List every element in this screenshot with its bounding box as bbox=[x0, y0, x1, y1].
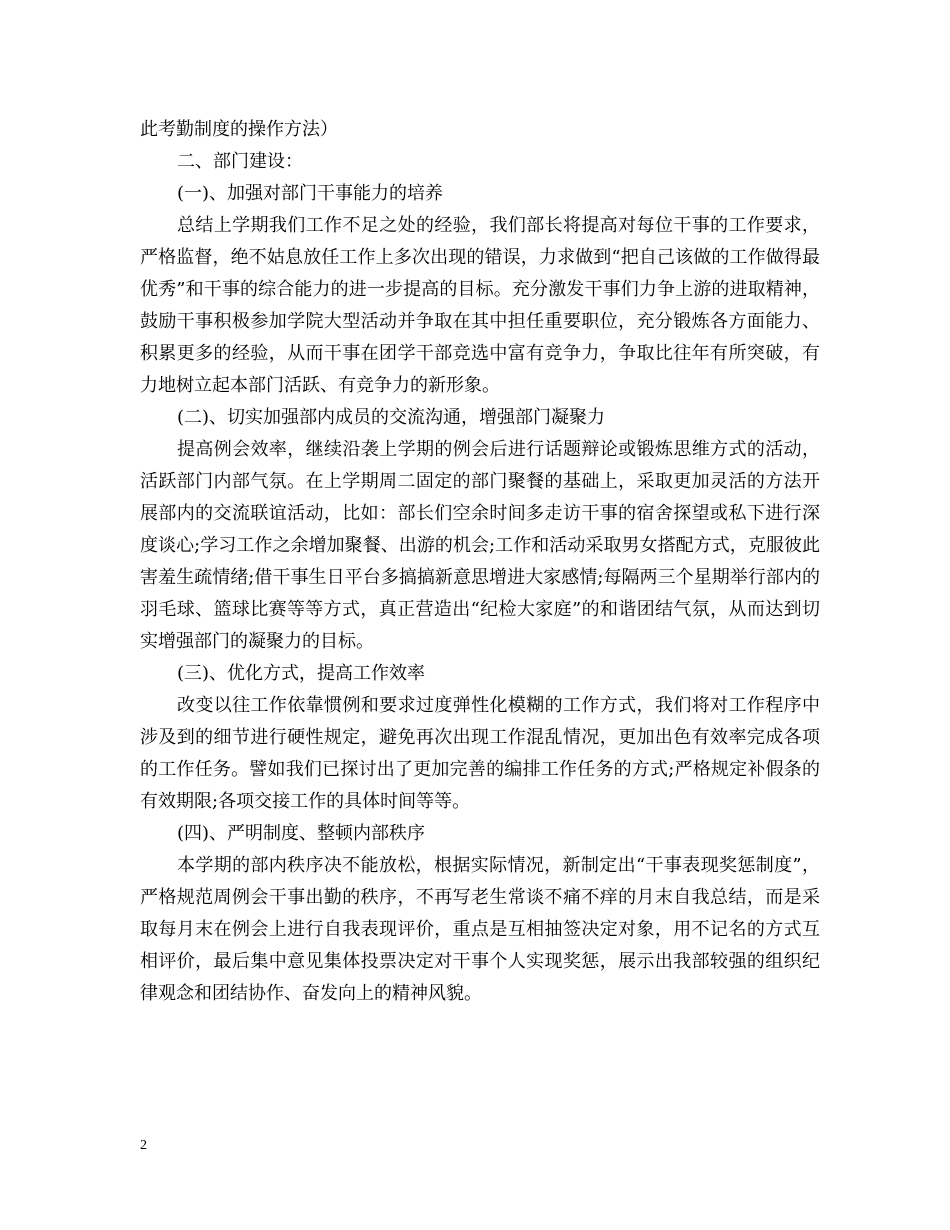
paragraph-3: 改变以往工作依靠惯例和要求过度弹性化模糊的工作方式，我们将对工作程序中涉及到的细节进行硬性规定，避免再次出现工作混乱情况，更加出色有效率完成各项的工作任务。譬如我们已探讨出了更加完善的编排工作任务的方式;严格规定补假条的有效期限;各项交接工作的具体时间等等。 bbox=[140, 695, 820, 812]
subheading-1: (一)、加强对部门干事能力的培养 bbox=[177, 183, 444, 204]
subheading-2: (二)、切实加强部内成员的交流沟通，增强部门凝聚力 bbox=[177, 407, 606, 428]
section-heading-department-building: 二、部门建设： bbox=[177, 151, 303, 172]
subheading-3: (三)、优化方式，提高工作效率 bbox=[177, 663, 426, 684]
page-number: 2 bbox=[140, 1138, 147, 1153]
paragraph-2: 提高例会效率，继续沿袭上学期的例会后进行话题辩论或锻炼思维方式的活动，活跃部门内部气氛。在上学期周二固定的部门聚餐的基础上，采取更加灵活的方法开展部内的交流联谊活动，比如：部长们空余时间多走访干事的宿舍探望或私下进行深度谈心;学习工作之余增加聚餐、出游的机会;工作和活动采取男女搭配方式，克服彼此害羞生疏情绪;借干事生日平台多搞搞新意思增进大家感情;每隔两三个星期举行部内的羽毛球、篮球比赛等等方式，真正营造出“纪检大家庭”的和谐团结气氛，从而达到切实增强部门的凝聚力的目标。 bbox=[140, 439, 820, 652]
paragraph-4: 本学期的部内秩序决不能放松，根据实际情况，新制定出“干事表现奖惩制度”，严格规范周例会干事出勤的秩序，不再写老生常谈不痛不痒的月末自我总结，而是采取每月末在例会上进行自我表现评价，重点是互相抽签决定对象，用不记名的方式互相评价，最后集中意见集体投票决定对干事个人实现奖惩，展示出我部较强的组织纪律观念和团结协作、奋发向上的精神风貌。 bbox=[140, 855, 820, 1004]
paragraph-1: 总结上学期我们工作不足之处的经验，我们部长将提高对每位干事的工作要求，严格监督，绝不姑息放任工作上多次出现的错误，力求做到“把自己该做的工作做得最优秀”和干事的综合能力的进一步提高的目标。充分激发干事们力争上游的进取精神，鼓励干事积极参加学院大型活动并争取在其中担任重要职位，充分锻炼各方面能力、积累更多的经验，从而干事在团学干部竞选中富有竞争力，争取比往年有所突破，有力地树立起本部门活跃、有竞争力的新形象。 bbox=[140, 215, 820, 396]
paragraph-continuation: 此考勤制度的操作方法） bbox=[140, 119, 338, 140]
document-body bbox=[140, 114, 820, 1010]
subheading-4: (四)、严明制度、整顿内部秩序 bbox=[177, 823, 426, 844]
